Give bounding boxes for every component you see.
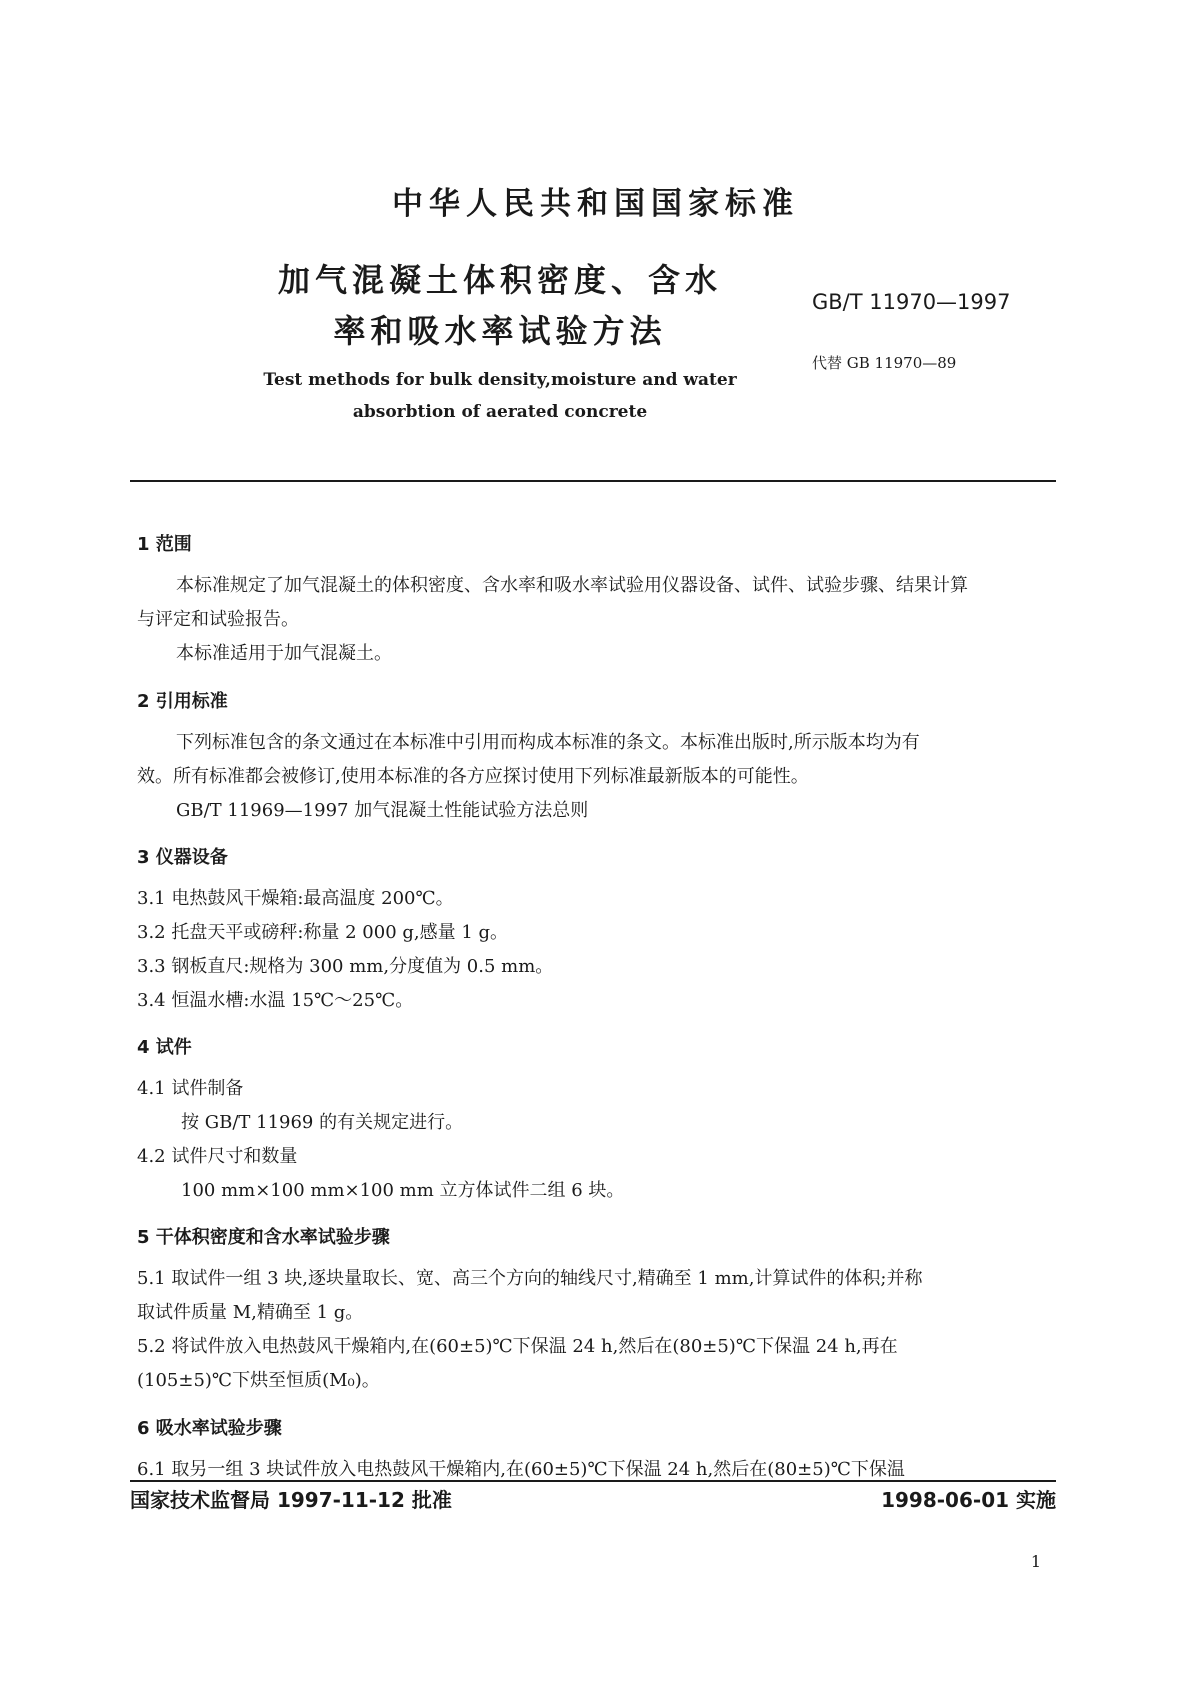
page-number: 1	[1030, 1552, 1041, 1571]
paragraph-line: 效。所有标准都会被修订,使用本标准的各方应探讨使用下列标准最新版本的可能性。	[137, 766, 809, 787]
document-title-cn-line-2: 率和吸水率试验方法	[333, 312, 667, 350]
paragraph-line: 与评定和试验报告。	[137, 609, 299, 630]
clause-5-1: 5.1 取试件一组 3 块,逐块量取长、宽、高三个方向的轴线尺寸,精确至 1 mm,计算试件的体积;并称	[137, 1268, 923, 1289]
header-divider	[130, 480, 1056, 482]
paragraph-line: (105±5)℃下烘至恒质(M₀)。	[137, 1370, 380, 1391]
section-heading-water-absorption-procedure: 6 吸水率试验步骤	[137, 1418, 282, 1439]
effective-date: 1998-06-01 实施	[881, 1488, 1056, 1512]
approval-date: 国家技术监督局 1997-11-12 批准	[130, 1488, 452, 1512]
document-title-en-line-1: Test methods for bulk density,moisture and water	[263, 370, 737, 390]
standard-number: GB/T 11970—1997	[812, 290, 1011, 314]
clause-3-2: 3.2 托盘天平或磅秤:称量 2 000 g,感量 1 g。	[137, 922, 509, 943]
paragraph-line: 取试件质量 M,精确至 1 g。	[137, 1302, 364, 1323]
document-title-cn-line-1: 加气混凝土体积密度、含水	[277, 261, 722, 299]
document-title-en-line-2: absorbtion of aerated concrete	[352, 402, 648, 422]
clause-3-1: 3.1 电热鼓风干燥箱:最高温度 200℃。	[137, 888, 454, 909]
paragraph-line: 本标准适用于加气混凝土。	[176, 643, 392, 664]
national-standard-title: 中华人民共和国国家标准	[392, 186, 799, 222]
clause-4-1: 4.1 试件制备	[137, 1078, 244, 1099]
paragraph-line: 下列标准包含的条文通过在本标准中引用而构成本标准的条文。本标准出版时,所示版本均为有	[176, 732, 920, 753]
paragraph-line: 100 mm×100 mm×100 mm 立方体试件二组 6 块。	[181, 1180, 625, 1201]
reference-item: GB/T 11969—1997 加气混凝土性能试验方法总则	[176, 800, 589, 821]
clause-5-2: 5.2 将试件放入电热鼓风干燥箱内,在(60±5)℃下保温 24 h,然后在(80±5)℃下保温 24 h,再在	[137, 1336, 898, 1357]
section-heading-normative-references: 2 引用标准	[137, 691, 228, 712]
clause-4-2: 4.2 试件尺寸和数量	[137, 1146, 298, 1167]
clause-6-1: 6.1 取另一组 3 块试件放入电热鼓风干燥箱内,在(60±5)℃下保温 24 h,然后在(80±5)℃下保温	[137, 1459, 905, 1480]
replaces-standard: 代替 GB 11970—89	[812, 354, 957, 372]
clause-3-3: 3.3 钢板直尺:规格为 300 mm,分度值为 0.5 mm。	[137, 956, 554, 977]
section-heading-apparatus: 3 仪器设备	[137, 847, 228, 868]
paragraph-line: 本标准规定了加气混凝土的体积密度、含水率和吸水率试验用仪器设备、试件、试验步骤、结果计算	[176, 575, 968, 596]
clause-3-4: 3.4 恒温水槽:水温 15℃～25℃。	[137, 990, 414, 1011]
footer-divider	[130, 1480, 1056, 1482]
paragraph-line: 按 GB/T 11969 的有关规定进行。	[181, 1112, 464, 1133]
section-heading-scope: 1 范围	[137, 534, 192, 555]
section-heading-dry-density-procedure: 5 干体积密度和含水率试验步骤	[137, 1227, 390, 1248]
section-heading-specimens: 4 试件	[137, 1037, 192, 1058]
